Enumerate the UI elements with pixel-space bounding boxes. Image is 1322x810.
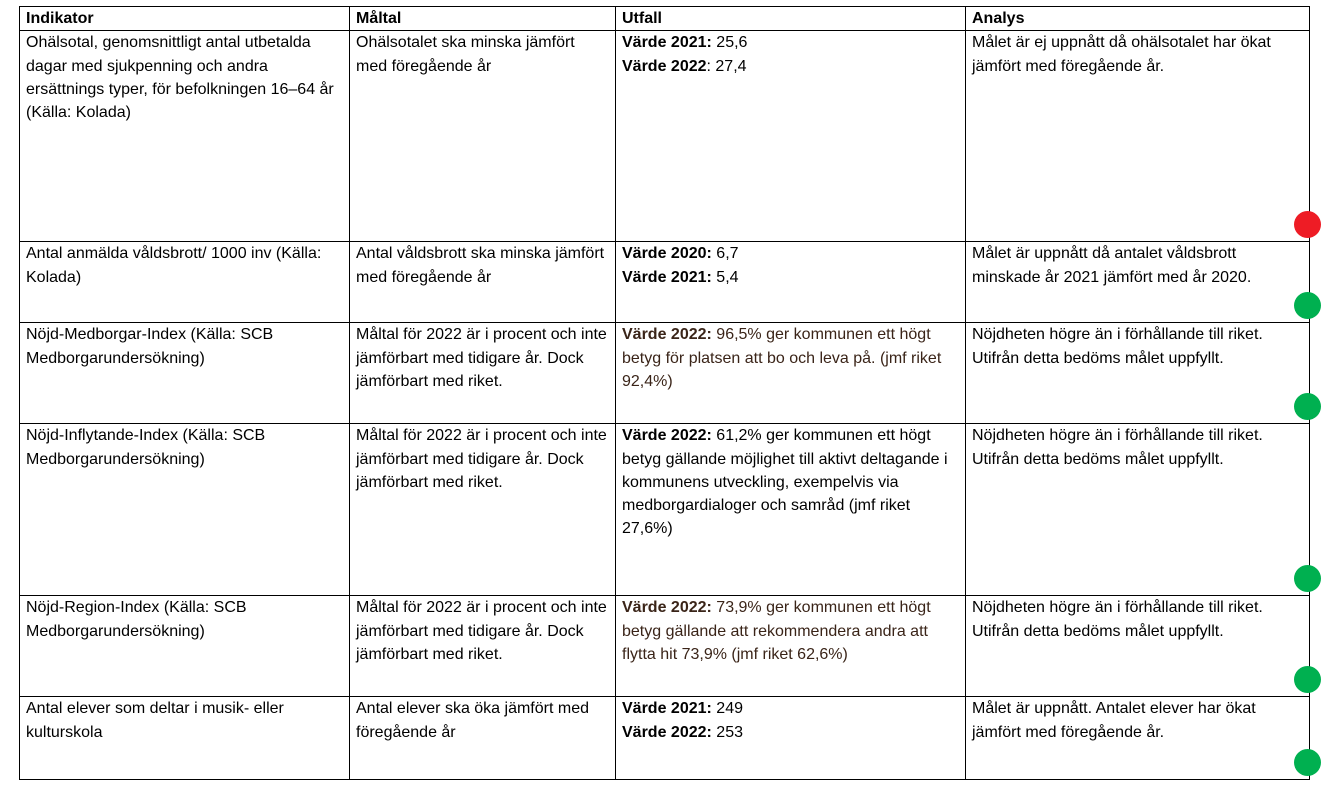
header-analys: Analys: [966, 7, 1310, 31]
status-green-dot-icon: [1294, 565, 1321, 592]
cell-indikator: Nöjd-Medborgar-Index (Källa: SCB Medborgarundersökning): [20, 323, 350, 424]
analys-text: Målet är uppnått. Antalet elever har ökat jämfört med föregående år.: [972, 700, 1256, 741]
status-green-dot-icon: [1294, 666, 1321, 693]
analys-text: Nöjdheten högre än i förhållande till riket. Utifrån detta bedöms målet uppfyllt.: [972, 599, 1263, 640]
status-green-dot-icon: [1294, 292, 1321, 319]
status-red-dot-icon: [1294, 211, 1321, 238]
utfall-label: Värde 2021:: [622, 34, 712, 52]
utfall-text: 61,2% ger kommunen ett högt betyg gällande möjlighet till aktivt deltagande i kommunens utveckling, exempelvis via medborgardialoger och samråd (jmf riket 27,6%): [622, 427, 948, 538]
utfall-value: 249: [711, 700, 743, 718]
cell-analys: [966, 596, 1310, 697]
cell-analys: [966, 242, 1310, 323]
analys-text: Målet är ej uppnått då ohälsotalet har ökat jämfört med föregående år.: [972, 34, 1271, 75]
analys-text: Nöjdheten högre än i förhållande till riket. Utifrån detta bedöms målet uppfyllt.: [972, 326, 1263, 367]
cell-indikator: Ohälsotal, genomsnittligt antal utbetalda dagar med sjukpenning och andra ersättnings typer, för befolkningen 16–64 år (Källa: Kolada): [20, 31, 350, 242]
utfall-value: 6,7: [711, 245, 739, 263]
utfall-label: Värde 2022:: [622, 326, 712, 344]
utfall-label: Värde 2022: [622, 57, 707, 75]
cell-maltal: Måltal för 2022 är i procent och inte jämförbart med tidigare år. Dock jämförbart med riket.: [350, 424, 616, 596]
cell-indikator: Antal anmälda våldsbrott/ 1000 inv (Källa: Kolada): [20, 242, 350, 323]
cell-utfall: [616, 31, 966, 242]
cell-maltal: Antal våldsbrott ska minska jämfört med föregående år: [350, 242, 616, 323]
table-row: [20, 31, 1310, 242]
header-utfall: Utfall: [616, 7, 966, 31]
cell-analys: [966, 424, 1310, 596]
cell-utfall: [616, 596, 966, 697]
table-row: [20, 424, 1310, 596]
table-row: [20, 323, 1310, 424]
cell-maltal: Måltal för 2022 är i procent och inte jämförbart med tidigare år. Dock jämförbart med riket.: [350, 323, 616, 424]
utfall-label: Värde 2022:: [622, 599, 712, 617]
utfall-value: 253: [711, 723, 743, 741]
analys-text: Målet är uppnått då antalet våldsbrott minskade år 2021 jämfört med år 2020.: [972, 245, 1252, 286]
table-row: [20, 697, 1310, 780]
table-row: [20, 596, 1310, 697]
indicator-table: [19, 6, 1310, 780]
cell-analys: [966, 31, 1310, 242]
status-green-dot-icon: [1294, 393, 1321, 420]
header-indikator: Indikator: [20, 7, 350, 31]
cell-indikator: Nöjd-Inflytande-Index (Källa: SCB Medborgarundersökning): [20, 424, 350, 596]
cell-utfall: [616, 697, 966, 780]
utfall-label: Värde 2022:: [622, 723, 712, 741]
table-header-row: [20, 7, 1310, 31]
cell-utfall: [616, 323, 966, 424]
utfall-label: Värde 2021:: [622, 268, 712, 286]
table-row: [20, 242, 1310, 323]
cell-indikator: Nöjd-Region-Index (Källa: SCB Medborgarundersökning): [20, 596, 350, 697]
cell-utfall: [616, 242, 966, 323]
utfall-label: Värde 2022:: [622, 427, 712, 445]
cell-utfall: [616, 424, 966, 596]
utfall-text: 73,9% ger kommunen ett högt betyg gällande att rekommendera andra att flytta hit 73,9% (jmf riket 62,6%): [622, 599, 931, 663]
cell-maltal: Ohälsotalet ska minska jämfört med föregående år: [350, 31, 616, 242]
utfall-text: 96,5% ger kommunen ett högt betyg för platsen att bo och leva på. (jmf riket 92,4%): [622, 326, 942, 390]
utfall-value: 25,6: [711, 34, 748, 52]
utfall-value: : 27,4: [706, 57, 747, 75]
utfall-value: 5,4: [711, 268, 739, 286]
analys-text: Nöjdheten högre än i förhållande till riket. Utifrån detta bedöms målet uppfyllt.: [972, 427, 1263, 468]
cell-analys: [966, 697, 1310, 780]
cell-maltal: Måltal för 2022 är i procent och inte jämförbart med tidigare år. Dock jämförbart med riket.: [350, 596, 616, 697]
cell-analys: [966, 323, 1310, 424]
header-maltal: Måltal: [350, 7, 616, 31]
utfall-label: Värde 2020:: [622, 245, 712, 263]
status-green-dot-icon: [1294, 749, 1321, 776]
cell-indikator: Antal elever som deltar i musik- eller kulturskola: [20, 697, 350, 780]
cell-maltal: Antal elever ska öka jämfört med föregående år: [350, 697, 616, 780]
utfall-label: Värde 2021:: [622, 700, 712, 718]
